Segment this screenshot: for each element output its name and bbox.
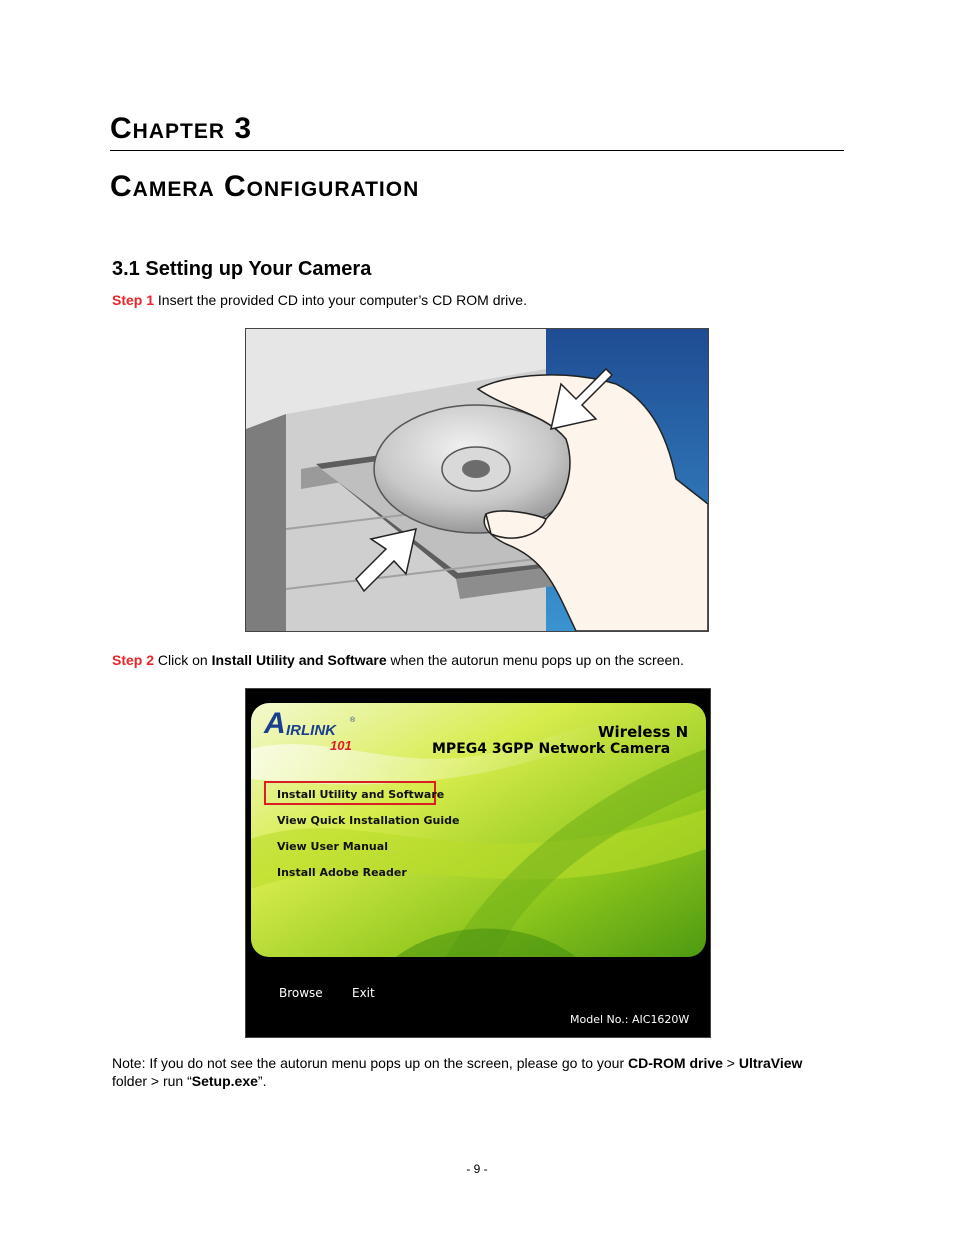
logo-number: 101 [330, 738, 352, 753]
chapter-title: Chapter 3 [110, 112, 253, 145]
step-2-text [112, 652, 684, 668]
autorun-menu-window [245, 688, 711, 1038]
chapter-rule [110, 150, 844, 151]
product-title-line2: MPEG4 3GPP Network Camera [432, 741, 671, 757]
step-2-label: Step 2 [112, 652, 155, 668]
menu-user-manual[interactable]: View User Manual [277, 840, 388, 853]
note-part-1: Note: If you do not see the autorun menu pops up on the screen, please go to your [112, 1055, 629, 1071]
menu-install-utility[interactable]: Install Utility and Software [277, 788, 445, 801]
note-cdrom-drive: CD-ROM drive [628, 1055, 723, 1071]
note-part-4: ”. [257, 1073, 267, 1089]
menu-install-adobe-reader[interactable]: Install Adobe Reader [277, 866, 407, 879]
note-ultraview: UltraView [738, 1055, 803, 1071]
airlink-logo [262, 705, 362, 753]
cd-insert-drawing [246, 329, 708, 631]
section-heading: 3.1 Setting up Your Camera [112, 258, 372, 280]
logo-registered: ® [350, 717, 356, 724]
logo-rest: IRLINK [286, 722, 336, 739]
note-setup-exe: Setup.exe [191, 1073, 258, 1089]
step-1-label: Step 1 [112, 292, 155, 308]
cd-insert-illustration [245, 328, 709, 632]
chapter-subtitle: Camera Configuration [110, 170, 420, 203]
exit-button[interactable]: Exit [352, 986, 375, 1000]
step-2-post: when the autorun menu pops up on the screen. [386, 652, 684, 668]
note-part-3: folder > run “ [112, 1073, 192, 1089]
step-2-pre: Click on [154, 652, 212, 668]
menu-quick-installation-guide[interactable]: View Quick Installation Guide [277, 814, 460, 827]
model-number: Model No.: AIC1620W [570, 1013, 690, 1026]
step-1-instruction: Insert the provided CD into your computer’s CD ROM drive. [154, 292, 527, 308]
note-part-2: > [722, 1055, 739, 1071]
product-title-line1: Wireless N [598, 723, 689, 741]
browse-button[interactable]: Browse [279, 986, 323, 1000]
step-2-bold: Install Utility and Software [211, 652, 387, 668]
logo-initial: A [264, 707, 286, 740]
page-number: - 9 - [466, 1162, 488, 1176]
note-paragraph [112, 1054, 832, 1090]
step-1-text [112, 292, 527, 308]
